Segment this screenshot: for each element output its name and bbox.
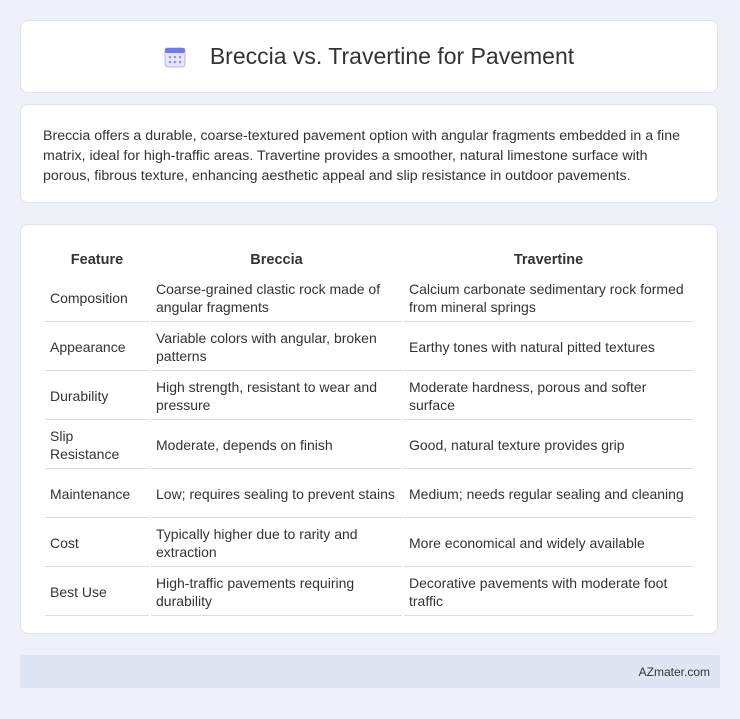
table-header-row: [45, 247, 693, 273]
page-title: Breccia vs. Travertine for Pavement: [209, 43, 575, 69]
travertine-cell: Moderate hardness, porous and softer surface: [404, 373, 693, 420]
feature-cell: Durability: [45, 373, 149, 420]
breccia-cell: High-traffic pavements requiring durability: [151, 569, 402, 616]
breccia-cell: Moderate, depends on finish: [151, 422, 402, 469]
feature-cell: Composition: [45, 275, 149, 322]
intro-text: Breccia offers a durable, coarse-textured pavement option with angular fragments embedded in a fine matrix, ideal for high-traffic areas. Travertine provides a smoother, natural limestone surface with porous, fibrous texture, enhancing aesthetic appeal and slip resistance in outdoor pavements.: [43, 128, 680, 184]
table-row: [45, 324, 693, 371]
table-row: [45, 373, 693, 420]
breccia-cell: Low; requires sealing to prevent stains: [151, 471, 402, 518]
table-row: [45, 275, 693, 322]
travertine-cell: Calcium carbonate sedimentary rock formed from mineral springs: [404, 275, 693, 322]
travertine-cell: More economical and widely available: [404, 520, 693, 567]
comparison-table: [43, 245, 695, 618]
feature-cell: Cost: [45, 520, 149, 567]
title-card: [20, 20, 718, 93]
breccia-cell: Variable colors with angular, broken patterns: [151, 324, 402, 371]
breccia-cell: Coarse-grained clastic rock made of angular fragments: [151, 275, 402, 322]
header-feature: Feature: [70, 252, 124, 268]
calendar-icon: [164, 46, 186, 68]
travertine-cell: Decorative pavements with moderate foot traffic: [404, 569, 693, 616]
travertine-cell: Good, natural texture provides grip: [404, 422, 693, 469]
breccia-cell: Typically higher due to rarity and extraction: [151, 520, 402, 567]
footer: [20, 655, 720, 688]
table-row: [45, 422, 693, 469]
table-row: [45, 520, 693, 567]
breccia-cell: High strength, resistant to wear and pressure: [151, 373, 402, 420]
table-row: [45, 471, 693, 518]
intro-card: [20, 104, 718, 203]
feature-cell: Maintenance: [45, 471, 149, 518]
feature-cell: Slip Resistance: [45, 422, 149, 469]
table-row: [45, 569, 693, 616]
header-breccia: Breccia: [250, 252, 303, 268]
comparison-card: [20, 224, 718, 634]
travertine-cell: Medium; needs regular sealing and cleaning: [404, 471, 693, 518]
feature-cell: Appearance: [45, 324, 149, 371]
header-travertine: Travertine: [513, 252, 584, 268]
footer-brand: AZmater.com: [638, 664, 710, 679]
travertine-cell: Earthy tones with natural pitted textures: [404, 324, 693, 371]
feature-cell: Best Use: [45, 569, 149, 616]
